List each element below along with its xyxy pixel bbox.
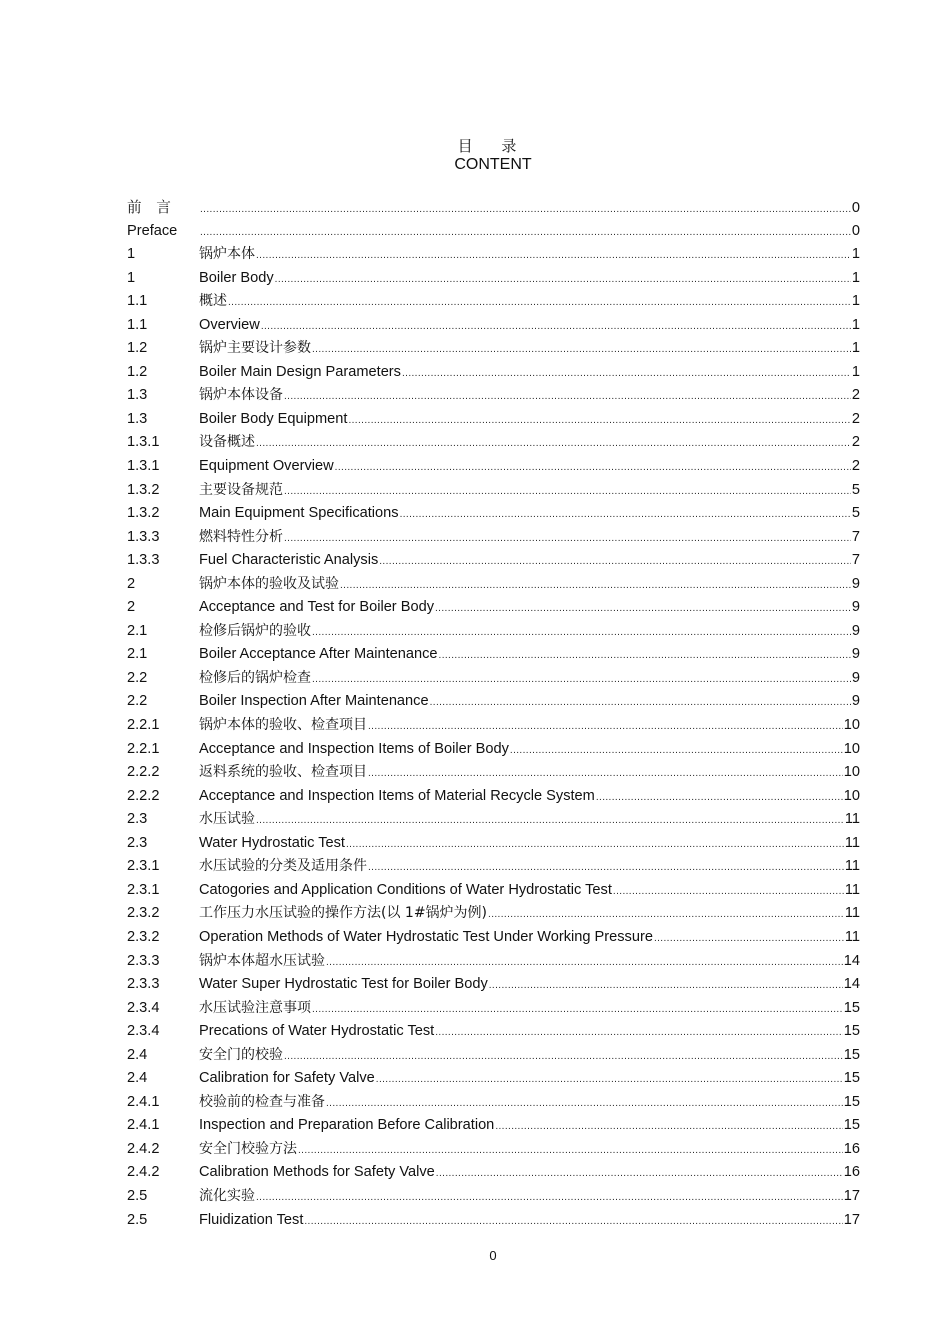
toc-entry-title: Acceptance and Inspection Items of Material Recycle System (199, 787, 595, 804)
toc-entry[interactable] (127, 1161, 860, 1185)
toc-entry[interactable] (127, 997, 860, 1021)
toc-entry-title: 概述 (199, 293, 227, 310)
toc-entry-page: 11 (844, 928, 860, 945)
toc-entry-page: 15 (843, 1023, 860, 1040)
dot-leader (340, 574, 851, 598)
toc-entry-number: 1.3.3 (127, 528, 160, 545)
dot-leader (368, 762, 843, 786)
toc-entry-title: Boiler Body (199, 269, 274, 286)
toc-entry-page: 15 (843, 1070, 860, 1087)
toc-entry-page: 15 (843, 1093, 860, 1110)
toc-entry[interactable] (127, 596, 860, 620)
toc-entry-title: Calibration Methods for Safety Valve (199, 1164, 435, 1181)
toc-entry-number: 2.2 (127, 693, 148, 710)
toc-entry[interactable] (127, 761, 860, 785)
toc-entry-page: 9 (851, 646, 860, 663)
dot-leader (261, 315, 851, 339)
toc-entry-page: 14 (843, 976, 860, 993)
toc-entry-page: 11 (844, 834, 860, 851)
toc-entry[interactable] (127, 431, 860, 455)
dot-leader (312, 621, 851, 645)
toc-entry[interactable] (127, 384, 860, 408)
toc-entry-title: Water Hydrostatic Test (199, 834, 345, 851)
toc-entry-page: 10 (843, 740, 860, 757)
toc-entry-number: 2.2.1 (127, 717, 160, 734)
toc-entry-number: 1.3.2 (127, 505, 160, 522)
toc-entry[interactable] (127, 455, 860, 479)
toc-entry-page: 1 (851, 363, 860, 380)
toc-entry-title: 检修后的锅炉检查 (199, 669, 311, 686)
toc-entry[interactable] (127, 714, 860, 738)
toc-entry[interactable] (127, 973, 860, 997)
dot-leader (200, 221, 851, 245)
toc-entry-page: 15 (843, 1117, 860, 1134)
toc-entry-number: 前 言 (127, 199, 171, 216)
toc-entry-title: 水压试验的分类及适用条件 (199, 858, 367, 875)
dot-leader (284, 1045, 843, 1069)
toc-entry-page: 10 (843, 717, 860, 734)
dot-leader (348, 409, 850, 433)
toc-entry-page: 7 (851, 528, 860, 545)
toc-entry[interactable] (127, 549, 860, 573)
toc-entry[interactable] (127, 220, 860, 244)
toc-entry-page: 9 (851, 575, 860, 592)
dot-leader (326, 951, 843, 975)
toc-entry-number: 1.3.1 (127, 458, 160, 475)
dot-leader (435, 1021, 843, 1045)
dot-leader (200, 198, 851, 222)
toc-entry-number: 1.2 (127, 363, 148, 380)
toc-entry-title: Operation Methods of Water Hydrostatic Test Under Working Pressure (199, 928, 653, 945)
toc-entry-title: 主要设备规范 (199, 481, 283, 498)
toc-entry-title: 锅炉本体 (199, 246, 255, 263)
dot-leader (256, 1186, 843, 1210)
toc-entry-number: 2.3.1 (127, 858, 160, 875)
toc-entry-title: Overview (199, 316, 260, 333)
toc-entry-page: 14 (843, 952, 860, 969)
dot-leader (284, 480, 851, 504)
toc-entry[interactable] (127, 267, 860, 291)
page-number: 0 (489, 1248, 497, 1263)
toc-entry-page: 7 (851, 552, 860, 569)
toc-entry-number: 1.1 (127, 316, 148, 333)
toc-entry-page: 16 (843, 1164, 860, 1181)
toc-entry-page: 10 (843, 787, 860, 804)
toc-entry-page: 1 (851, 246, 860, 263)
toc-entry-title: Acceptance and Test for Boiler Body (199, 599, 434, 616)
toc-entry[interactable] (127, 573, 860, 597)
toc-heading (0, 137, 950, 175)
toc-entry-title: Calibration for Safety Valve (199, 1070, 375, 1087)
dot-leader (312, 338, 851, 362)
dot-leader (304, 1210, 842, 1234)
dot-leader (275, 268, 851, 292)
toc-entry-title: 安全门校验方法 (199, 1140, 297, 1157)
toc-entry[interactable] (127, 1067, 860, 1091)
toc-entry-title: Boiler Main Design Parameters (199, 363, 401, 380)
toc-entry-number: 2.5 (127, 1187, 148, 1204)
dot-leader (335, 456, 851, 480)
toc-entry-page: 2 (851, 434, 860, 451)
toc-entry-number: 2.3.1 (127, 881, 160, 898)
toc-entry[interactable] (127, 879, 860, 903)
toc-entry-number: 1.1 (127, 293, 148, 310)
dot-leader (368, 715, 843, 739)
dot-leader (298, 1139, 843, 1163)
dot-leader (312, 668, 851, 692)
dot-leader (436, 1162, 843, 1186)
toc-entry[interactable] (127, 1091, 860, 1115)
toc-entry[interactable] (127, 738, 860, 762)
toc-entry-number: 2.4 (127, 1046, 148, 1063)
toc-entry-title: 检修后锅炉的验收 (199, 622, 311, 639)
toc-entry-number: 1 (127, 246, 136, 263)
toc-entry-number: 2 (127, 575, 136, 592)
toc-entry-number: 2.1 (127, 646, 148, 663)
toc-entry-title: 工作压力水压试验的操作方法(以 1#锅炉为例) (199, 905, 488, 922)
dot-leader (430, 691, 851, 715)
toc-entry-page: 5 (851, 481, 860, 498)
toc-entry-title: Fluidization Test (199, 1211, 304, 1228)
dot-leader (256, 244, 851, 268)
toc-entry[interactable] (127, 408, 860, 432)
toc-entry[interactable] (127, 361, 860, 385)
toc-entry-title: Boiler Body Equipment (199, 410, 348, 427)
dot-leader (346, 833, 844, 857)
dot-leader (400, 503, 851, 527)
toc-entry[interactable] (127, 314, 860, 338)
toc-entry-page: 2 (851, 410, 860, 427)
dot-leader (510, 739, 843, 763)
toc-entry[interactable] (127, 479, 860, 503)
dot-leader (489, 974, 843, 998)
dot-leader (379, 550, 851, 574)
toc-entry-number: 2.2.2 (127, 764, 160, 781)
toc-entry-number: 2.3.4 (127, 999, 160, 1016)
dot-leader (613, 880, 844, 904)
toc-entry-title: 锅炉本体的验收及试验 (199, 575, 339, 592)
toc-entry[interactable] (127, 243, 860, 267)
toc-entry[interactable] (127, 337, 860, 361)
toc-entry-number: 1.3 (127, 410, 148, 427)
toc-entry-page: 0 (851, 200, 860, 216)
toc-entry-title: 设备概述 (199, 434, 255, 451)
dot-leader (256, 809, 844, 833)
toc-entry-number: 2.3.4 (127, 1023, 160, 1040)
toc-entry[interactable] (127, 196, 860, 220)
toc-entry-number: 2.2 (127, 669, 148, 686)
toc-entry-number: 2.3.2 (127, 905, 160, 922)
dot-leader (368, 856, 844, 880)
toc-entry-page: 0 (851, 222, 860, 239)
toc-entry-page: 2 (851, 458, 860, 475)
toc-entry-number: 2.4.2 (127, 1140, 160, 1157)
dot-leader (435, 597, 851, 621)
toc-entry[interactable] (127, 667, 860, 691)
toc-entry-page: 1 (851, 316, 860, 333)
toc-entry-number: 2.4.1 (127, 1093, 160, 1110)
toc-entry-page: 2 (851, 387, 860, 404)
toc-entry[interactable] (127, 1138, 860, 1162)
dot-leader (439, 644, 851, 668)
toc-entry-title: 流化实验 (199, 1187, 255, 1204)
toc-entry-number: 1.3.3 (127, 552, 160, 569)
toc-entry-page: 11 (844, 811, 860, 828)
toc-entry-number: 2.4.2 (127, 1164, 160, 1181)
dot-leader (326, 1092, 843, 1116)
toc-entry[interactable] (127, 690, 860, 714)
toc-entry[interactable] (127, 808, 860, 832)
dot-leader (495, 1115, 842, 1139)
toc-entry-number: 2.2.2 (127, 787, 160, 804)
toc-entry-number: 1.2 (127, 340, 148, 357)
toc-entry-title: 燃料特性分析 (199, 528, 283, 545)
toc-entry[interactable] (127, 502, 860, 526)
toc-entry-page: 15 (843, 999, 860, 1016)
toc-entry-number: 2.3 (127, 834, 148, 851)
toc-entry-title: Precations of Water Hydrostatic Test (199, 1023, 435, 1040)
toc-entry-title: 锅炉本体超水压试验 (199, 952, 325, 969)
toc-entry-title: Equipment Overview (199, 458, 334, 475)
toc-entry-page: 10 (843, 764, 860, 781)
toc-entry-page: 11 (844, 881, 860, 898)
dot-leader (402, 362, 851, 386)
toc-entry-page: 17 (843, 1211, 860, 1228)
toc-entry-page: 1 (851, 340, 860, 357)
toc-entry-number: 2.4.1 (127, 1117, 160, 1134)
toc-entry-title: 安全门的校验 (199, 1046, 283, 1063)
table-of-contents (127, 196, 860, 1232)
toc-entry-title: Fuel Characteristic Analysis (199, 552, 379, 569)
toc-entry[interactable] (127, 1044, 860, 1068)
toc-entry-number: 2 (127, 599, 136, 616)
dot-leader (488, 903, 844, 927)
toc-entry-title: Main Equipment Specifications (199, 505, 399, 522)
toc-entry-title: Boiler Inspection After Maintenance (199, 693, 429, 710)
toc-entry-title: Boiler Acceptance After Maintenance (199, 646, 438, 663)
toc-entry-number: Preface (127, 222, 178, 239)
toc-entry-page: 9 (851, 622, 860, 639)
toc-entry-page: 9 (851, 599, 860, 616)
toc-entry-page: 1 (851, 269, 860, 286)
toc-entry-number: 2.3.3 (127, 952, 160, 969)
dot-leader (284, 527, 851, 551)
toc-entry[interactable] (127, 526, 860, 550)
toc-title-chinese: 目 录 (457, 137, 529, 155)
toc-entry-page: 15 (843, 1046, 860, 1063)
toc-entry-number: 2.3.2 (127, 928, 160, 945)
dot-leader (376, 1068, 843, 1092)
toc-entry[interactable] (127, 855, 860, 879)
dot-leader (596, 786, 843, 810)
dot-leader (654, 927, 844, 951)
toc-entry-number: 2.3 (127, 811, 148, 828)
toc-entry[interactable] (127, 950, 860, 974)
toc-entry-page: 16 (843, 1140, 860, 1157)
toc-entry-title: 校验前的检查与准备 (199, 1093, 325, 1110)
dot-leader (312, 998, 843, 1022)
toc-entry-title: 水压试验 (199, 811, 255, 828)
toc-entry-title: Water Super Hydrostatic Test for Boiler Body (199, 976, 488, 993)
toc-entry-number: 2.1 (127, 622, 148, 639)
toc-entry[interactable] (127, 1020, 860, 1044)
toc-entry[interactable] (127, 1185, 860, 1209)
toc-entry[interactable] (127, 785, 860, 809)
dot-leader (284, 385, 851, 409)
toc-entry[interactable] (127, 1209, 860, 1233)
toc-entry-number: 1.3.2 (127, 481, 160, 498)
toc-entry-number: 2.4 (127, 1070, 148, 1087)
toc-entry-number: 2.3.3 (127, 976, 160, 993)
dot-leader (256, 432, 851, 456)
toc-title-english: CONTENT (454, 156, 532, 173)
toc-entry-title: Inspection and Preparation Before Calibration (199, 1117, 495, 1134)
toc-entry-number: 1 (127, 269, 136, 286)
toc-entry-page: 17 (843, 1187, 860, 1204)
toc-entry-page: 11 (844, 858, 860, 875)
toc-entry[interactable] (127, 290, 860, 314)
toc-entry-page: 9 (851, 693, 860, 710)
toc-entry[interactable] (127, 902, 860, 926)
toc-entry-page: 1 (851, 293, 860, 310)
toc-entry-title: Acceptance and Inspection Items of Boiler Body (199, 740, 509, 757)
toc-entry-page: 11 (844, 905, 860, 922)
toc-entry-title: 锅炉本体的验收、检查项目 (199, 717, 367, 734)
toc-entry[interactable] (127, 620, 860, 644)
toc-entry-title: 返料系统的验收、检查项目 (199, 764, 367, 781)
toc-entry[interactable] (127, 1114, 860, 1138)
toc-entry-title: 锅炉本体设备 (199, 387, 283, 404)
toc-entry[interactable] (127, 926, 860, 950)
toc-entry-page: 5 (851, 505, 860, 522)
toc-entry-title: Catogories and Application Conditions of Water Hydrostatic Test (199, 881, 612, 898)
toc-entry-page: 9 (851, 669, 860, 686)
toc-entry-number: 2.5 (127, 1211, 148, 1228)
toc-entry-number: 1.3 (127, 387, 148, 404)
toc-entry-number: 1.3.1 (127, 434, 160, 451)
dot-leader (228, 291, 851, 315)
toc-entry[interactable] (127, 832, 860, 856)
toc-entry-title: 水压试验注意事项 (199, 999, 311, 1016)
toc-entry-title: 锅炉主要设计参数 (199, 340, 311, 357)
toc-entry-number: 2.2.1 (127, 740, 160, 757)
toc-entry[interactable] (127, 643, 860, 667)
